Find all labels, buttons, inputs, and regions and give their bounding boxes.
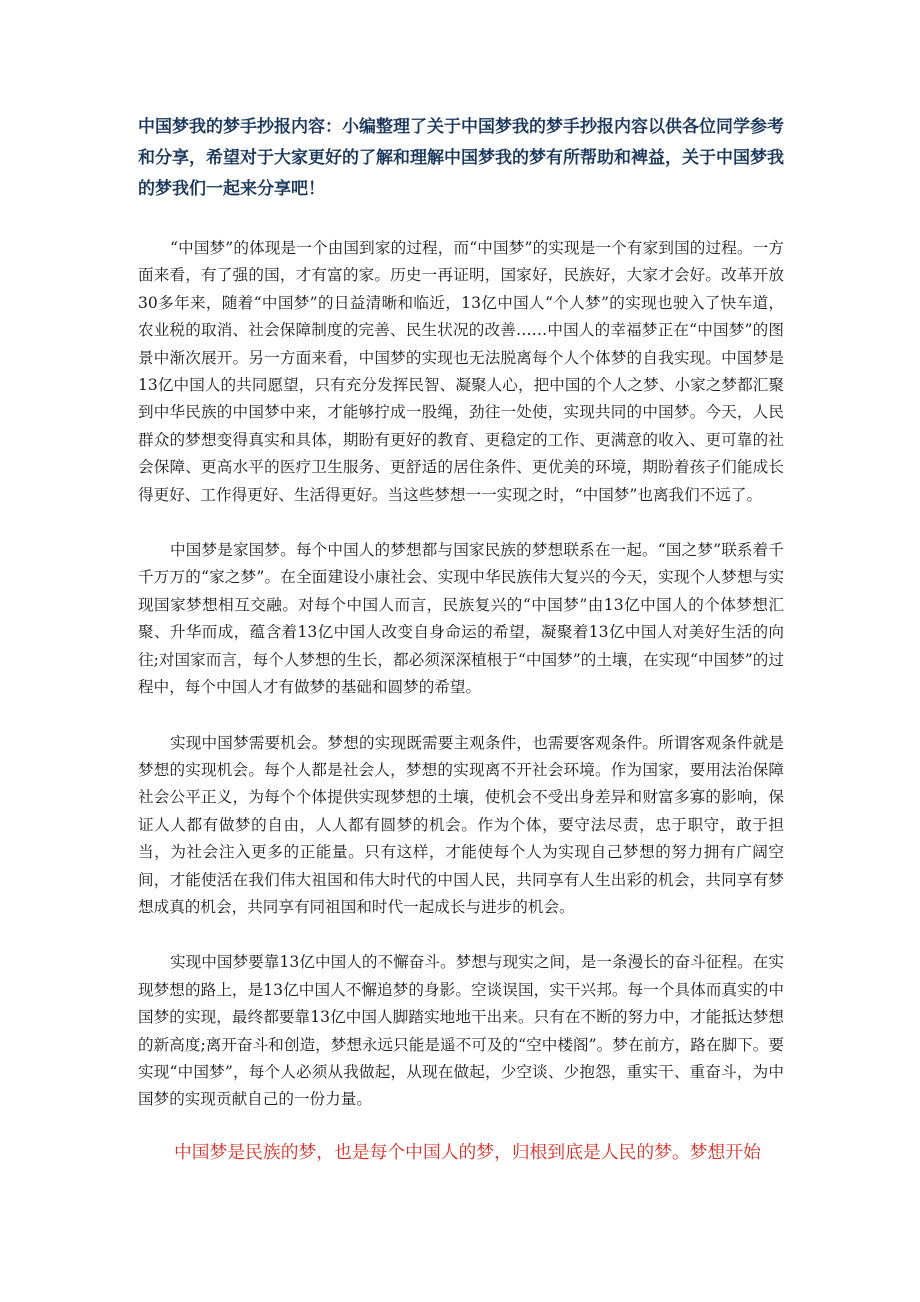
document-page: [138, 112, 784, 1168]
intro-paragraph: 中国梦我的梦手抄报内容：小编整理了关于中国梦我的梦手抄报内容以供各位同学参考和分享，希望对于大家更好的了解和理解中国梦我的梦有所帮助和裨益，关于中国梦我的梦我们一起来分享吧！: [138, 117, 784, 199]
body-paragraph-2: 中国梦是家国梦。每个中国人的梦想都与国家民族的梦想联系在一起。“国之梦”联系着千千万万的“家之梦”。在全面建设小康社会、实现中华民族伟大复兴的今天，实现个人梦想与实现国家梦想相互交融。对每个中国人而言，民族复兴的“中国梦”由13亿中国人的个体梦想汇聚、升华而成，蕴含着13亿中国人改变自身命运的希望，凝聚着13亿中国人对美好生活的向往;对国家而言，每个人梦想的生长，都必须深深植根于“中国梦”的土壤，在实现“中国梦”的过程中，每个中国人才有做梦的基础和圆梦的希望。: [138, 541, 784, 697]
body-paragraph-1: “中国梦”的体现是一个由国到家的过程，而“中国梦”的实现是一个有家到国的过程。一方面来看，有了强的国，才有富的家。历史一再证明，国家好，民族好，大家才会好。改革开放30多年来，随着“中国梦”的日益清晰和临近，13亿中国人“个人梦”的实现也驶入了快车道，农业税的取消、社会保障制度的完善、民生状况的改善……中国人的幸福梦正在“中国梦”的图景中渐次展开。另一方面来看，中国梦的实现也无法脱离每个人个体梦的自我实现。中国梦是13亿中国人的共同愿望，只有充分发挥民智、凝聚人心，把中国的个人之梦、小家之梦都汇聚到中华民族的中国梦中来，才能够拧成一股绳，劲往一处使，实现共同的中国梦。今天，人民群众的梦想变得真实和具体，期盼有更好的教育、更稳定的工作、更满意的收入、更可靠的社会保障、更高水平的医疗卫生服务、更舒适的居住条件、更优美的环境，期盼着孩子们能成长得更好、工作得更好、生活得更好。当这些梦想一一实现之时，“中国梦”也离我们不远了。: [138, 239, 784, 504]
body-paragraph-3: 实现中国梦需要机会。梦想的实现既需要主观条件，也需要客观条件。所谓客观条件就是梦想的实现机会。每个人都是社会人，梦想的实现离不开社会环境。作为国家，要用法治保障社会公平正义，为每个个体提供实现梦想的土壤，使机会不受出身差异和财富多寡的影响，保证人人都有做梦的自由，人人都有圆梦的机会。作为个体，要守法尽责，忠于职守，敢于担当，为社会注入更多的正能量。只有这样，才能使每个人为实现自己梦想的努力拥有广阔空间，才能使活在我们伟大祖国和伟大时代的中国人民，共同享有人生出彩的机会，共同享有梦想成真的机会，共同享有同祖国和时代一起成长与进步的机会。: [138, 733, 784, 916]
body-paragraph-4: 实现中国梦要靠13亿中国人的不懈奋斗。梦想与现实之间，是一条漫长的奋斗征程。在实现梦想的路上，是13亿中国人不懈追梦的身影。空谈误国，实干兴邦。每一个具体而真实的中国梦的实现，最终都要靠13亿中国人脚踏实地地干出来。只有在不断的努力中，才能抵达梦想的新高度;离开奋斗和创造，梦想永远只能是遥不可及的“空中楼阁”。梦在前方，路在脚下。要实现“中国梦”，每个人必须从我做起，从现在做起，少空谈、少抱怨，重实干、重奋斗，为中国梦的实现贡献自己的一份力量。: [138, 953, 784, 1109]
closing-paragraph: 中国梦是民族的梦，也是每个中国人的梦，归根到底是人民的梦。梦想开始: [174, 1141, 761, 1163]
